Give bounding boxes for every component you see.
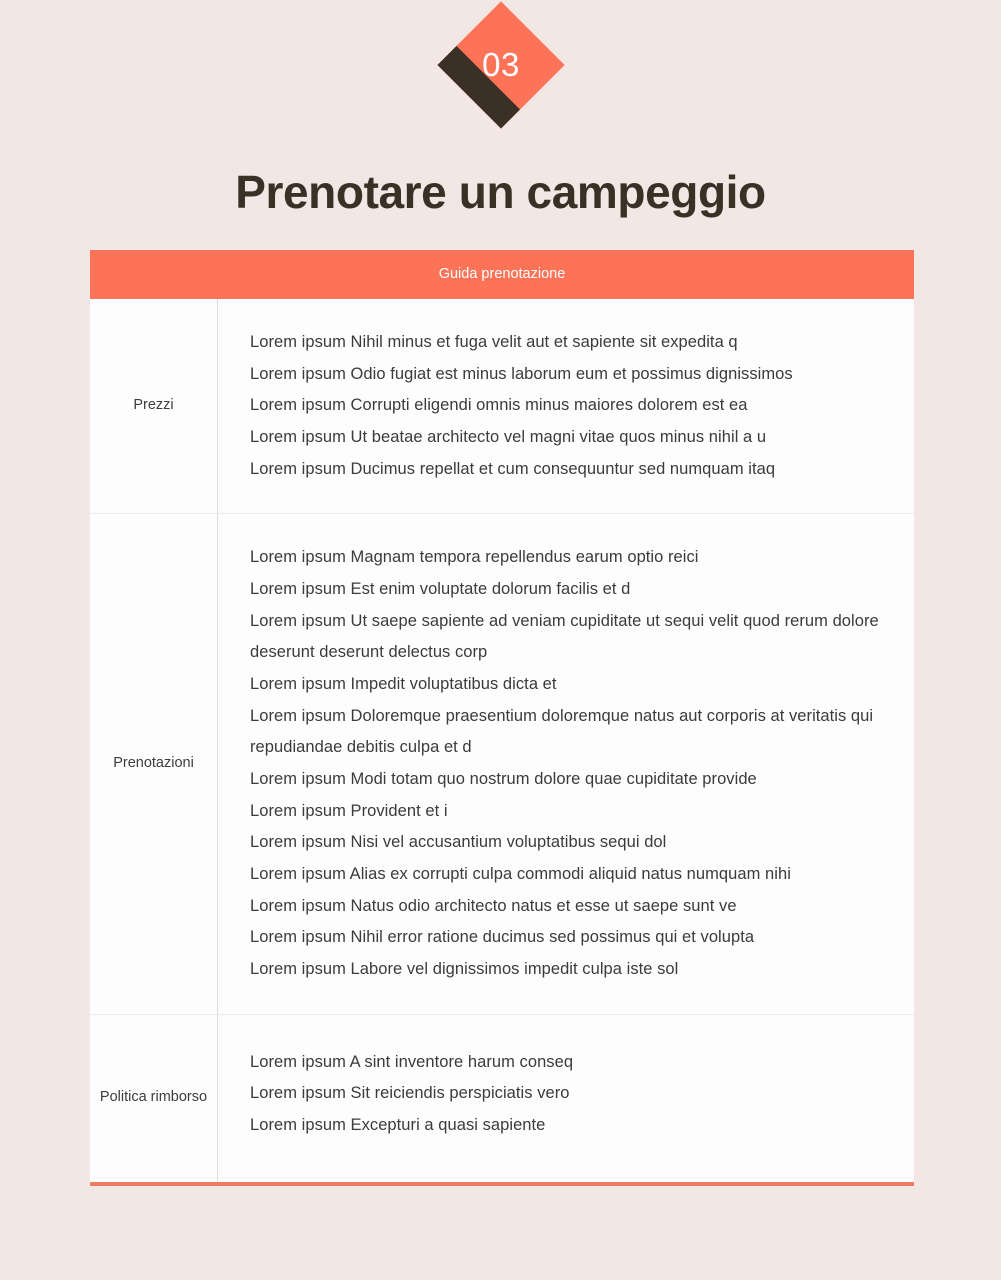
list-item: Lorem ipsum Sit reiciendis perspiciatis vero: [250, 1084, 570, 1103]
row-content: [218, 514, 914, 1013]
diamond-shape-icon: [437, 1, 564, 128]
table-row: [90, 1015, 914, 1182]
list-item: Lorem ipsum Impedit voluptatibus dicta et: [250, 675, 557, 694]
list-item: Lorem ipsum Modi totam quo nostrum dolore quae cupiditate provide: [250, 770, 757, 789]
row-label: Politica rimborso: [90, 1015, 218, 1182]
list-item: Lorem ipsum Est enim voluptate dolorum facilis et d: [250, 580, 631, 599]
table-body: [90, 299, 914, 1182]
table-row: [90, 299, 914, 514]
list-item: Lorem ipsum Odio fugiat est minus laborum eum et possimus dignissimos: [250, 364, 793, 383]
list-item: Lorem ipsum Ut beatae architecto vel magni vitae quos minus nihil a u: [250, 428, 767, 447]
row-content: [218, 299, 914, 513]
booking-guide-table: [90, 250, 914, 1186]
list-item: Lorem ipsum Corrupti eligendi omnis minus maiores dolorem est ea: [250, 396, 748, 415]
list-item: Lorem ipsum Ducimus repellat et cum consequuntur sed numquam itaq: [250, 459, 776, 478]
list-item: Lorem ipsum Nihil error ratione ducimus sed possimus qui et volupta: [250, 928, 755, 947]
list-item: Lorem ipsum Labore vel dignissimos impedit culpa iste sol: [250, 960, 679, 979]
section-number: 03: [481, 45, 520, 83]
row-label: Prezzi: [90, 299, 218, 513]
row-label: Prenotazioni: [90, 514, 218, 1013]
list-item: Lorem ipsum Excepturi a quasi sapiente: [250, 1116, 546, 1135]
list-item: Lorem ipsum Alias ex corrupti culpa commodi aliquid natus numquam nihi: [250, 865, 791, 884]
list-item: Lorem ipsum Magnam tempora repellendus earum optio reici: [250, 548, 699, 567]
table-header: Guida prenotazione: [90, 250, 914, 299]
section-number-badge: [0, 12, 1001, 142]
list-item: Lorem ipsum A sint inventore harum conseq: [250, 1052, 574, 1071]
list-item: Lorem ipsum Nisi vel accusantium voluptatibus sequi dol: [250, 833, 667, 852]
list-item: Lorem ipsum Provident et i: [250, 801, 448, 820]
row-content: [218, 1015, 914, 1182]
table-row: [90, 514, 914, 1014]
list-item: Lorem ipsum Ut saepe sapiente ad veniam cupiditate ut sequi velit quod rerum dolore deserunt deserunt delectus corp: [250, 611, 879, 662]
list-item: Lorem ipsum Doloremque praesentium doloremque natus aut corporis at veritatis qui repudiandae debitis culpa et d: [250, 706, 874, 757]
list-item: Lorem ipsum Natus odio architecto natus et esse ut saepe sunt ve: [250, 896, 737, 915]
list-item: Lorem ipsum Nihil minus et fuga velit aut et sapiente sit expedita q: [250, 333, 738, 351]
page-title: Prenotare un campeggio: [235, 166, 766, 218]
